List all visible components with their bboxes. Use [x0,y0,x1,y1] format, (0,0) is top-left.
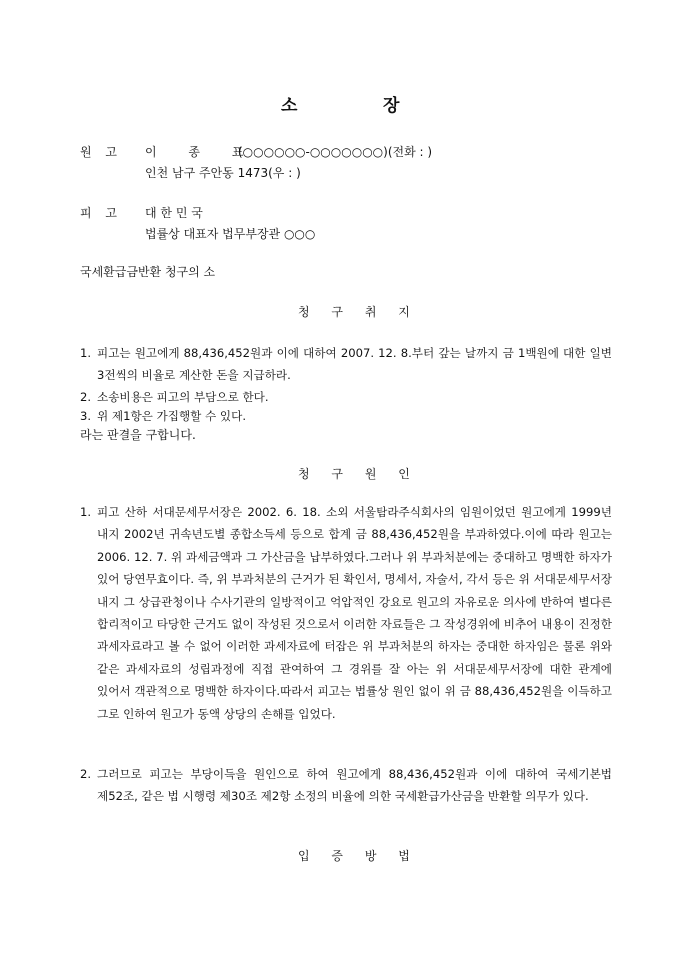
claim-cause-heading: 청 구 원 인 [298,467,419,481]
claim-item-number: 1. [80,346,92,360]
document-title-right: 장 [383,96,400,116]
cause-paragraph-number: 1. [80,505,92,519]
plaintiff-name: 이 종 표 [145,145,258,159]
cause-paragraph-text: 피고 산하 서대문세무서장은 2002. 6. 18. 소외 서울탐라주식회사의 임원이었던 원고에게 1999년 내지 2002년 귀속년도별 종합소득세 등으로 합계 금 88,436,452원을 부과하였다.이에 따라 원고는 2006. 12. 7. 위 과세금액과 그 가산금을 납부하였다.그러나 위 부과처분에는 중대하고 명백한 하자가 있어 당연무효이다. 즉, 위 부과처분의 근거가 된 확인서, 명세서, 자술서, 각서 등은 위 서대문세무서장 내지 그 상급관청이나 수사기관의 일방적이고 억압적인 강요로 원고의 자유로운 의사에 반하여 별다른 합리적이고 타당한 근거도 없이 작성된 것으로서 이러한 자료들은 그 작성경위에 비추어 내용이 진정한 과세자료라고 볼 수 없어 이러한 과세자료에 터잡은 위 부과처분의 하자는 중대한 하자임은 물론 위와 같은 과세자료의 성립과정에 직접 관여하여 그 경위를 잘 아는 위 서대문세무서장에 대한 관계에 있어서 객관적으로 명백한 하자이다.따라서 피고는 법률상 원인 없이 위 금 88,436,452원을 이득하고 그로 인하여 원고가 동액 상당의 손해를 입었다. [97,505,612,721]
claim-item-text: 피고는 원고에게 88,436,452원과 이에 대하여 2007. 12. 8.부터 갚는 날까지 금 1백원에 대한 일변 3전씩의 비율로 계산한 돈을 지급하라. [97,346,612,383]
claim-purpose-heading: 청 구 취 지 [298,305,419,319]
claim-item-text: 소송비용은 피고의 부담으로 한다. [97,390,269,404]
document-title-left: 소 [281,96,298,116]
defendant-label: 피 고 [80,206,122,220]
case-title: 국세환급금반환 청구의 소 [80,265,216,279]
claim-item-number: 2. [80,390,92,404]
claim-purpose-closing: 라는 판결을 구합니다. [80,428,196,442]
plaintiff-id-phone: (○○○○○○-○○○○○○○)(전화 : ) [238,145,433,159]
cause-paragraph-text: 그러므로 피고는 부당이득을 원인으로 하여 원고에게 88,436,452원과 이에 대하여 국세기본법 제52조, 같은 법 시행령 제30조 제2항 소정의 비율에 의한 국세환급가산금을 반환할 의무가 있다. [97,767,612,804]
evidence-heading: 입 증 방 법 [298,849,419,863]
plaintiff-address: 인천 남구 주안동 1473(우 : ) [145,166,301,180]
defendant-name: 대 한 민 국 [145,206,203,220]
plaintiff-label: 원 고 [80,145,122,159]
claim-item-number: 3. [80,409,92,423]
claim-item-text: 위 제1항은 가집행할 수 있다. [97,409,246,423]
cause-paragraph-number: 2. [80,767,92,781]
defendant-representative: 법률상 대표자 법무부장관 ○○○ [145,227,316,241]
